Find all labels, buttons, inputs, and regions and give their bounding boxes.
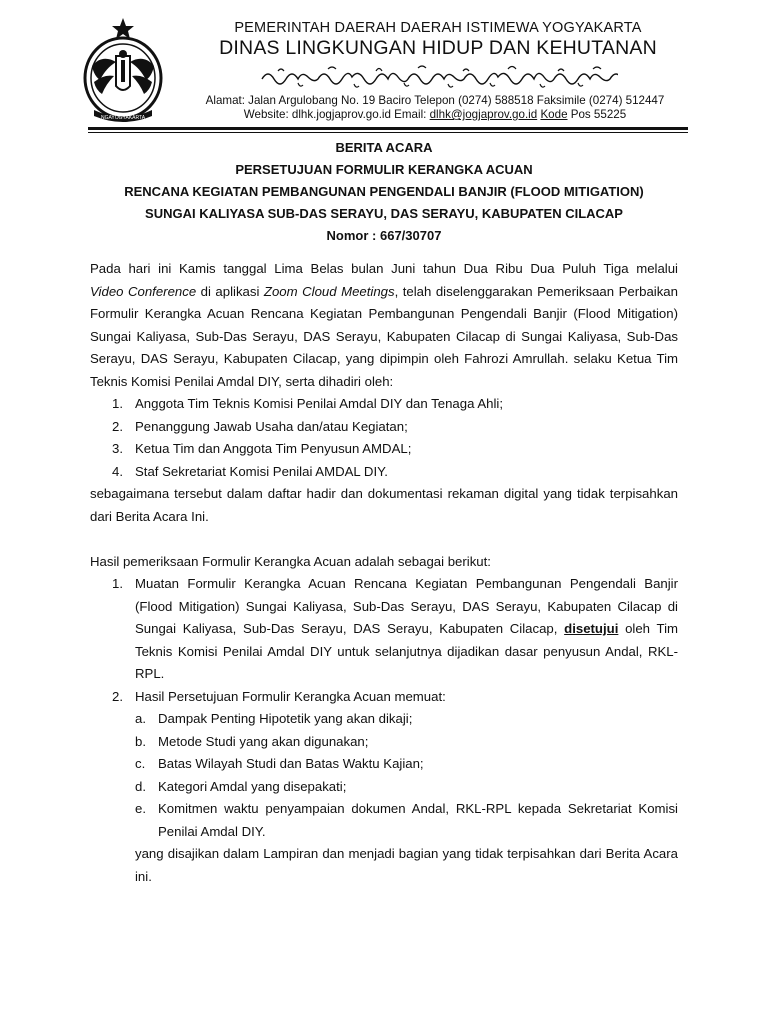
results-list xyxy=(90,573,678,888)
website-label: Website: dlhk.jogjaprov.go.id Email: xyxy=(243,108,430,121)
letterhead-address xyxy=(150,94,720,122)
zoom-term: Zoom Cloud Meetings xyxy=(263,283,395,299)
title-line-3: RENCANA KEGIATAN PEMBANGUNAN PENGENDALI BANJIR (FLOOD MITIGATION) xyxy=(124,184,644,199)
attendee-list xyxy=(90,393,678,483)
list-item: 2. Penanggung Jawab Usaha dan/atau Kegiatan; xyxy=(112,418,408,434)
letterhead xyxy=(168,20,708,89)
list-item: 4. Staf Sekretariat Komisi Penilai AMDAL DIY. xyxy=(112,463,388,479)
letterhead-rule-thin xyxy=(88,132,688,133)
intro-first-line: Pada hari ini Kamis tanggal Lima Belas bulan Juni tahun Dua Ribu Dua Puluh Tiga melalui xyxy=(90,261,678,276)
javanese-script-line xyxy=(258,63,618,89)
document-body xyxy=(90,258,678,888)
seal-text: NGAYOGYAKARTA xyxy=(100,115,146,121)
email-link[interactable]: dlhk@jogjaprov.go.id xyxy=(429,108,538,121)
sublist-item: d. Kategori Amdal yang disepakati; xyxy=(135,778,347,794)
intro-paragraph: Video Conference di aplikasi Zoom Cloud Meetings, telah diselenggarakan Pemeriksaan Perbaikan Formulir Kerangka Acuan Rencana Kegiatan Pembangunan Pengendali Banjir (Flood Mitigation) Sungai Kaliyasa, Sub-Das Serayu, DAS Serayu, Kabupaten Cilacap di Sungai Kaliyasa, Sub-Das Serayu, DAS Serayu, Kabupaten Cilacap, yang dipimpin oleh Fahrozi Amrullah. selaku Ketua Tim Teknis Komisi Penilai Amdal DIY, serta dihadiri oleh: xyxy=(90,283,678,389)
contact-line xyxy=(150,108,720,122)
list-item: 1. Anggota Tim Teknis Komisi Penilai Amdal DIY dan Tenaga Ahli; xyxy=(112,396,503,411)
title-block xyxy=(90,137,678,247)
sublist-item: c. Batas Wilayah Studi dan Batas Waktu Kajian; xyxy=(135,756,424,771)
letterhead-rule-thick xyxy=(88,127,688,130)
sublist-item: e. Komitmen waktu penyampaian dokumen Andal, RKL-RPL kepada Sekretariat Komisi Penilai Amdal DIY. xyxy=(135,801,678,839)
postal-label: Pos 55225 xyxy=(567,108,627,121)
result-item-2: Hasil Persetujuan Formulir Kerangka Acuan memuat: xyxy=(135,688,446,704)
sublist-item: a. Dampak Penting Hipotetik yang akan dikaji; xyxy=(135,711,413,726)
list-item: 2. Hasil Persetujuan Formulir Kerangka Acuan memuat: a. Dampak Penting Hipotetik yang akan dikaji; b. Metode Studi yang akan digunakan; c. Batas Wilayah Studi dan Batas Waktu Kajian; d. Kategori Amdal yang disepakati; e. Komitmen waktu penyampaian dokumen Andal, RKL-RPL kepada Sekretariat Komisi Penilai Amdal DIY. yang disajikan dalam Lampiran dan menjadi bagian yang tidak terpisahkan dari Berita Acara ini. xyxy=(90,686,678,889)
department-name: DINAS LINGKUNGAN HIDUP DAN KEHUTANAN xyxy=(219,37,657,59)
list-item: 3. Ketua Tim dan Anggota Tim Penyusun AMDAL; xyxy=(112,441,412,456)
attendance-note: sebagaimana tersebut dalam daftar hadir dan dokumentasi rekaman digital yang tidak terpisahkan dari Berita Acara Ini. xyxy=(90,486,678,524)
document-number: Nomor : 667/30707 xyxy=(326,228,442,243)
kode-label: Kode xyxy=(540,108,568,121)
approved-label: disetujui xyxy=(564,621,619,636)
sublist-item: b. Metode Studi yang akan digunakan; xyxy=(135,733,369,749)
result-item-1: Muatan Formulir Kerangka Acuan Rencana Kegiatan Pembangunan Pengendali Banjir (Flood Mitigation) Sungai Kaliyasa, Sub-Das Serayu, DAS Serayu, Kabupaten Cilacap di Sungai Kaliyasa, Sub-Das Serayu, DAS Serayu, Kabupaten Cilacap, disetujui oleh Tim Teknis Komisi Penilai Amdal DIY untuk selanjutnya dijadikan dasar penyusun Andal, RKL-RPL. xyxy=(135,576,678,681)
title-line-1: BERITA ACARA xyxy=(335,140,433,155)
list-item: 1. Muatan Formulir Kerangka Acuan Rencana Kegiatan Pembangunan Pengendali Banjir (Flood Mitigation) Sungai Kaliyasa, Sub-Das Serayu, DAS Serayu, Kabupaten Cilacap di Sungai Kaliyasa, Sub-Das Serayu, DAS Serayu, Kabupaten Cilacap, disetujui oleh Tim Teknis Komisi Penilai Amdal DIY untuk selanjutnya dijadikan dasar penyusun Andal, RKL-RPL. xyxy=(90,573,678,686)
results-heading: Hasil pemeriksaan Formulir Kerangka Acuan adalah sebagai berikut: xyxy=(90,553,491,569)
content-sublist xyxy=(135,708,678,843)
title-line-2: PERSETUJUAN FORMULIR KERANGKA ACUAN xyxy=(235,162,533,177)
closing-note: yang disajikan dalam Lampiran dan menjadi bagian yang tidak terpisahkan dari Berita Acara ini. xyxy=(135,846,678,884)
address-line: Alamat: Jalan Argulobang No. 19 Baciro Telepon (0274) 588518 Faksimile (0274) 512447 xyxy=(205,94,665,107)
government-name: PEMERINTAH DAERAH DAERAH ISTIMEWA YOGYAKARTA xyxy=(234,20,642,36)
video-conference-term: Video Conference xyxy=(90,283,197,299)
title-line-4: SUNGAI KALIYASA SUB-DAS SERAYU, DAS SERAYU, KABUPATEN CILACAP xyxy=(145,206,623,221)
